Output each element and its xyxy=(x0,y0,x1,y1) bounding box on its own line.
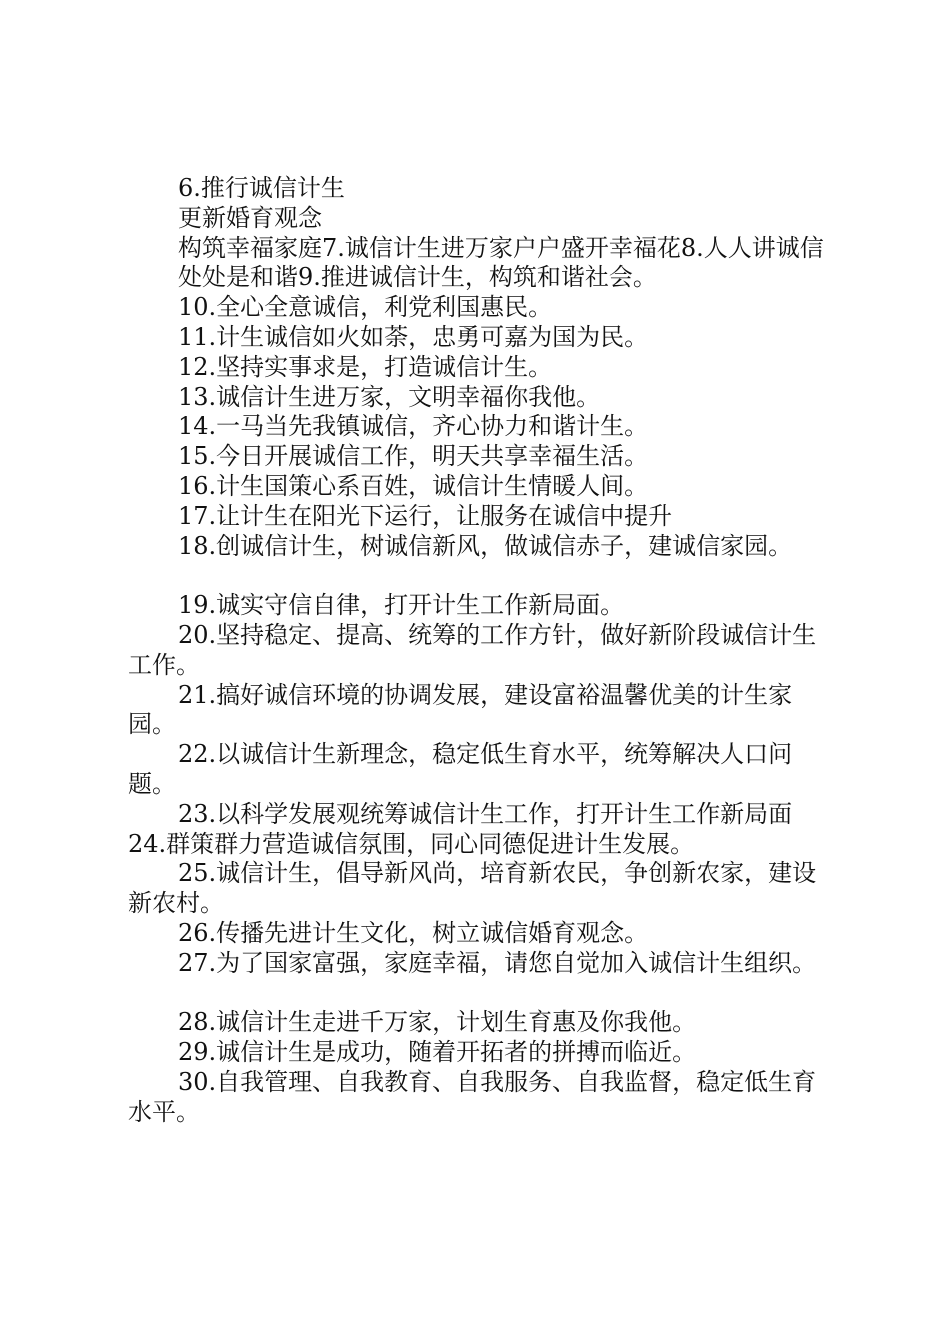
slogan-line: 27.为了国家富强，家庭幸福，请您自觉加入诚信计生组织。 xyxy=(178,948,817,977)
slogan-line: 21.搞好诚信环境的协调发展，建设富裕温馨优美的计生家园。 xyxy=(128,680,793,739)
slogan-line: 23.以科学发展观统筹诚信计生工作，打开计生工作新局面 xyxy=(178,799,793,828)
slogan-line: 29.诚信计生是成功，随着开拓者的拼搏而临近。 xyxy=(178,1038,697,1067)
slogan-line: 25.诚信计生，倡导新风尚，培育新农民，争创新农家，建设新农村。 xyxy=(128,859,817,918)
slogan-line: 13.诚信计生进万家，文明幸福你我他。 xyxy=(178,382,601,411)
slogan-line: 22.以诚信计生新理念，稳定低生育水平，统筹解决人口问题。 xyxy=(128,740,793,798)
slogan-line: 19.诚实守信自律，打开计生工作新局面。 xyxy=(178,591,625,620)
slogan-line: 14.一马当先我镇诚信，齐心协力和谐计生。 xyxy=(178,412,649,441)
slogan-line: 6.推行诚信计生 xyxy=(178,174,345,202)
slogan-line: 26.传播先进计生文化，树立诚信婚育观念。 xyxy=(178,918,649,947)
slogan-line: 24.群策群力营造诚信氛围，同心同德促进计生发展。 xyxy=(128,829,695,858)
slogan-line: 28.诚信计生走进千万家，计划生育惠及你我他。 xyxy=(178,1008,697,1037)
slogan-line: 15.今日开展诚信工作，明天共享幸福生活。 xyxy=(178,442,649,471)
slogan-line: 构筑幸福家庭7.诚信计生进万家户户盛开幸福花8.人人讲诚信 xyxy=(178,233,824,262)
slogan-line: 20.坚持稳定、提高、统筹的工作方针，做好新阶段诚信计生工作。 xyxy=(128,620,817,679)
slogan-line: 更新婚育观念 xyxy=(178,203,322,232)
slogan-line: 12.坚持实事求是，打造诚信计生。 xyxy=(178,352,553,381)
document-body xyxy=(128,174,838,1128)
slogan-line: 17.让计生在阳光下运行，让服务在诚信中提升 xyxy=(178,501,673,530)
slogan-line: 16.计生国策心系百姓，诚信计生情暖人间。 xyxy=(178,471,649,500)
slogan-line: 18.创诚信计生，树诚信新风，做诚信赤子，建诚信家园。 xyxy=(178,531,793,560)
slogan-line: 11.计生诚信如火如荼，忠勇可嘉为国为民。 xyxy=(178,322,649,351)
paragraph-gap xyxy=(128,979,838,1009)
slogan-line: 30.自我管理、自我教育、自我服务、自我监督，稳定低生育水平。 xyxy=(128,1067,817,1126)
slogan-line: 10.全心全意诚信，利党利国惠民。 xyxy=(178,293,553,322)
paragraph-gap xyxy=(128,561,838,591)
slogan-line: 处处是和谐9.推进诚信计生，构筑和谐社会。 xyxy=(178,263,657,292)
